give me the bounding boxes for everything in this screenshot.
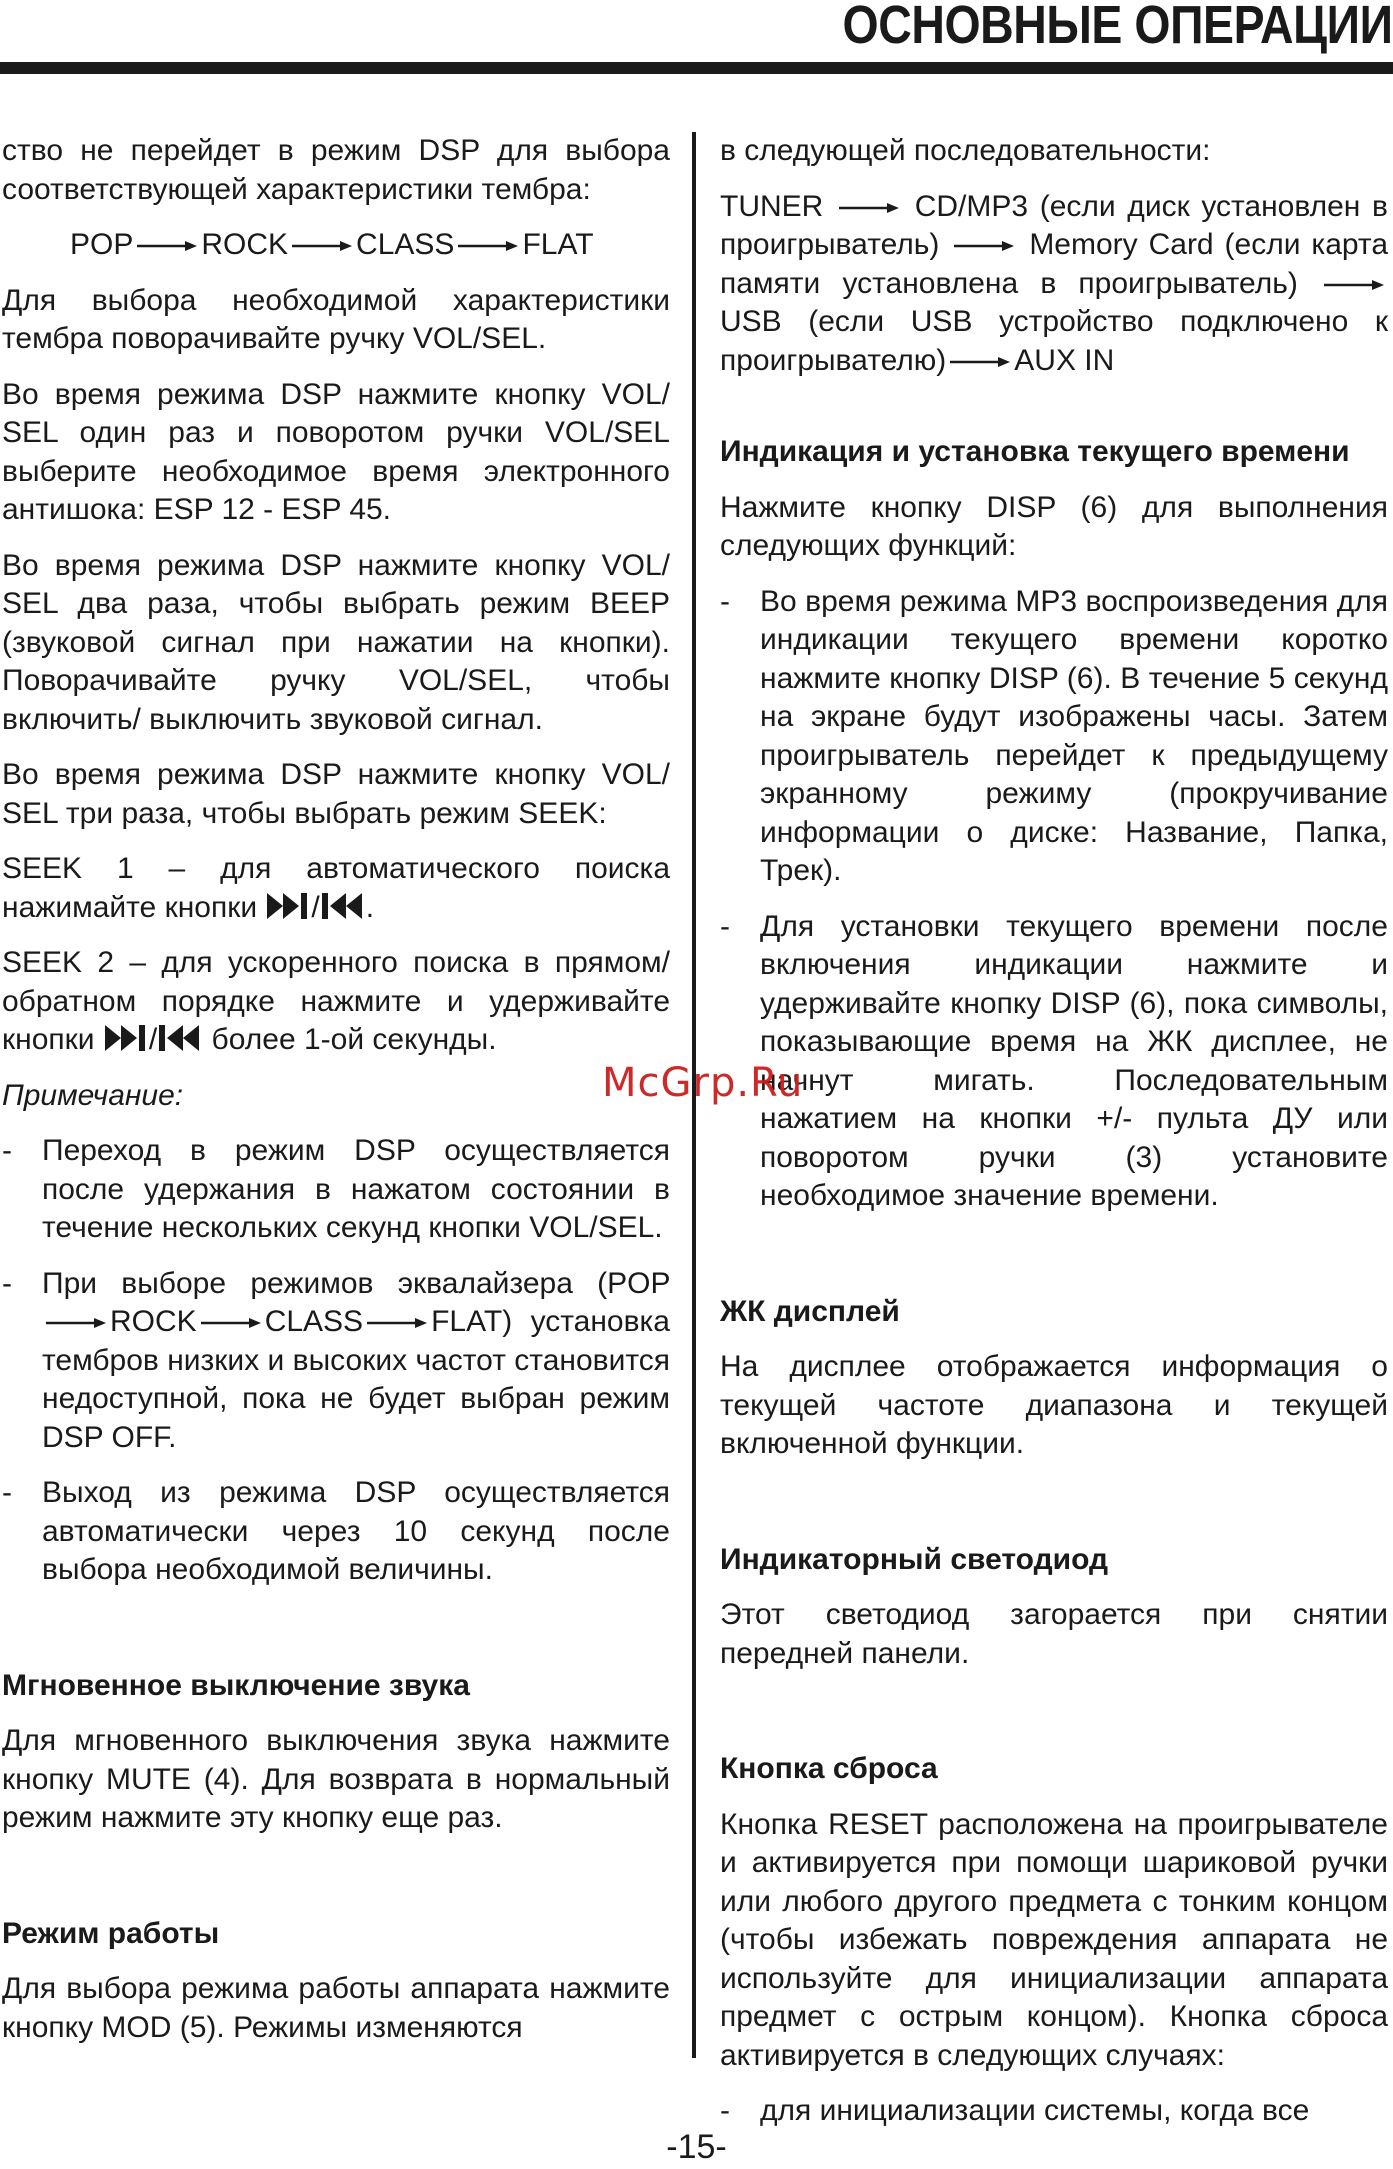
list-dash: - xyxy=(720,584,730,618)
note-title: Примечание: xyxy=(2,1078,184,1112)
list-item xyxy=(720,2092,1388,2131)
arrow-right-icon xyxy=(46,1317,106,1329)
next-track-icon xyxy=(265,891,311,921)
source-card: Memory Card (если карта памяти установлена в проигрыватель) xyxy=(720,228,1389,300)
eq-mode: FLAT xyxy=(522,228,594,261)
paragraph: Во время режима DSP нажмите кнопку VOL/ SEL два раза, чтобы выбрать режим BEEP (звуковой сигнал при нажатии на кнопки). Поворачивайте ручку VOL/SEL, чтобы включить/ выключить звуковой сигнал. xyxy=(2,548,670,736)
list-dash: - xyxy=(2,1476,12,1509)
list-item xyxy=(2,1132,670,1248)
eq-mode: ROCK xyxy=(201,228,289,261)
page-header-title: ОСНОВНЫЕ ОПЕРАЦИИ xyxy=(842,0,1393,55)
watermark: McGrp.Ru xyxy=(602,1060,804,1106)
seek1-text: SEEK 1 – для автоматического поиска нажимайте кнопки xyxy=(2,852,670,924)
paragraph: На дисплее отображается информация о текущей частоте диапазона и текущей включенной функции. xyxy=(720,1350,1388,1460)
source-sequence xyxy=(720,188,1388,381)
list-item xyxy=(2,1474,670,1590)
paragraph: Для выбора необходимой характеристики тембра поворачивайте ручку VOL/SEL. xyxy=(2,283,670,355)
list-item-text: для инициализации системы, когда все xyxy=(760,2094,1310,2127)
paragraph: Для мгновенного выключения звука нажмите кнопку MUTE (4). Для возврата в нормальный режим нажмите эту кнопку еще раз. xyxy=(2,1724,670,1834)
seek1-paragraph xyxy=(2,850,670,927)
section-heading-lcd: ЖК дисплей xyxy=(720,1294,900,1328)
list-item xyxy=(2,1265,670,1458)
list-item-text: Выход из режима DSP осуществляется автоматически через 10 секунд после выбора необходимой величины. xyxy=(42,1476,670,1586)
section-heading-led: Индикаторный светодиод xyxy=(720,1542,1109,1576)
section-heading-mute: Мгновенное выключение звука xyxy=(2,1668,470,1702)
source-cd: CD/MP3 (если диск установлен в проигрыватель) xyxy=(720,189,1388,261)
list-item-text: Переход в режим DSP осуществляется после удержания в нажатом состоянии в течение нескольких секунд кнопки VOL/SEL. xyxy=(42,1134,670,1244)
eq-sequence xyxy=(2,226,670,265)
eq-mode: ROCK xyxy=(110,1305,197,1338)
section-heading-reset: Кнопка сброса xyxy=(720,1752,938,1785)
paragraph: Нажмите кнопку DISP (6) для выполнения следующих функций: xyxy=(720,490,1388,562)
list-item-text: При выборе режимов эквалайзера (POP xyxy=(42,1266,670,1300)
seek2-text: SEEK 2 – для ускоренного поиска в прямом/ обратном порядке нажмите и удерживайте кнопки xyxy=(2,946,670,1056)
list-dash: - xyxy=(720,909,730,943)
arrow-right-icon xyxy=(137,240,197,252)
slash: / xyxy=(311,890,320,924)
eq-mode: CLASS xyxy=(264,1305,364,1338)
right-column xyxy=(720,132,1388,2148)
paragraph: Этот светодиод загорается при снятии передней панели. xyxy=(720,1598,1388,1670)
list-dash: - xyxy=(2,1266,12,1300)
section-heading-time: Индикация и установка текущего времени xyxy=(720,435,1350,468)
arrow-right-icon xyxy=(954,240,1014,252)
paragraph: Кнопка RESET расположена на проигрывателе и активируется при помощи шариковой ручки или любого другого предмета с тонким концом (чтобы избежать повреждения аппарата не используйте для инициализации аппарата предмет с острым концом). Кнопка сброса активируется в следующих случаях: xyxy=(720,1807,1388,2072)
list-dash: - xyxy=(2,1134,12,1167)
seek2-paragraph xyxy=(2,944,670,1060)
previous-track-icon xyxy=(157,1023,203,1053)
section-heading-mode: Режим работы xyxy=(2,1916,220,1950)
eq-mode: FLAT) xyxy=(431,1305,513,1338)
arrow-right-icon xyxy=(367,1317,427,1329)
paragraph: в следующей последовательности: xyxy=(720,134,1211,167)
source-aux: AUX IN xyxy=(1014,343,1115,377)
paragraph: Во время режима DSP нажмите кнопку VOL/ SEL один раз и поворотом ручки VOL/SEL выберите необходимое время электронного антишока: ESP 12 - ESP 45. xyxy=(2,377,670,526)
list-item xyxy=(720,583,1388,891)
list-item-text: установка тембров низких и высоких частот становится недоступной, пока не будет выбран режим DSP OFF. xyxy=(42,1305,670,1454)
arrow-right-icon xyxy=(292,240,352,252)
list-dash: - xyxy=(720,2094,730,2127)
slash: / xyxy=(148,1023,158,1056)
arrow-right-icon xyxy=(1324,279,1384,291)
header-rule xyxy=(0,62,1393,74)
eq-mode: CLASS xyxy=(356,228,455,261)
list-item xyxy=(720,908,1388,1216)
paragraph: ство не перейдет в режим DSP для выбора соответствующей характеристики тембра: xyxy=(2,134,670,206)
next-track-icon xyxy=(103,1023,149,1053)
arrow-right-icon xyxy=(950,356,1010,368)
source-usb: USB (если USB устройство подключено к проигрывателю) xyxy=(720,305,1388,377)
arrow-right-icon xyxy=(839,202,899,214)
previous-track-icon xyxy=(320,891,366,921)
seek2-end: более 1-ой секунды. xyxy=(211,1023,497,1056)
paragraph: Во время режима DSP нажмите кнопку VOL/ SEL три раза, чтобы выбрать режим SEEK: xyxy=(2,758,670,830)
source-tuner: TUNER xyxy=(720,189,824,223)
list-item-text: Для установки текущего времени после включения индикации нажмите и удерживайте кнопку DISP (6), пока символы, показывающие время на ЖК дисплее, не начнут мигать. Последовательным нажатием на кнопки +/- пульта ДУ или поворотом ручки (3) установите необходимое значение времени. xyxy=(760,909,1388,1212)
list-item-text: Во время режима MP3 воспроизведения для индикации текущего времени коротко нажмите кнопку DISP (6). В течение 5 секунд на экране будут изображены часы. Затем проигрыватель перейдет к предыдущему экранному режиму (прокручивание информации о диске: Название, Папка, Трек). xyxy=(760,584,1388,887)
left-column xyxy=(2,132,670,2064)
seek1-end: . xyxy=(365,890,375,924)
arrow-right-icon xyxy=(201,1317,261,1329)
arrow-right-icon xyxy=(458,240,518,252)
eq-mode: POP xyxy=(70,228,134,261)
page-number: -15- xyxy=(666,2128,727,2166)
paragraph: Для выбора режима работы аппарата нажмите кнопку MOD (5). Режимы изменяются xyxy=(2,1972,670,2044)
